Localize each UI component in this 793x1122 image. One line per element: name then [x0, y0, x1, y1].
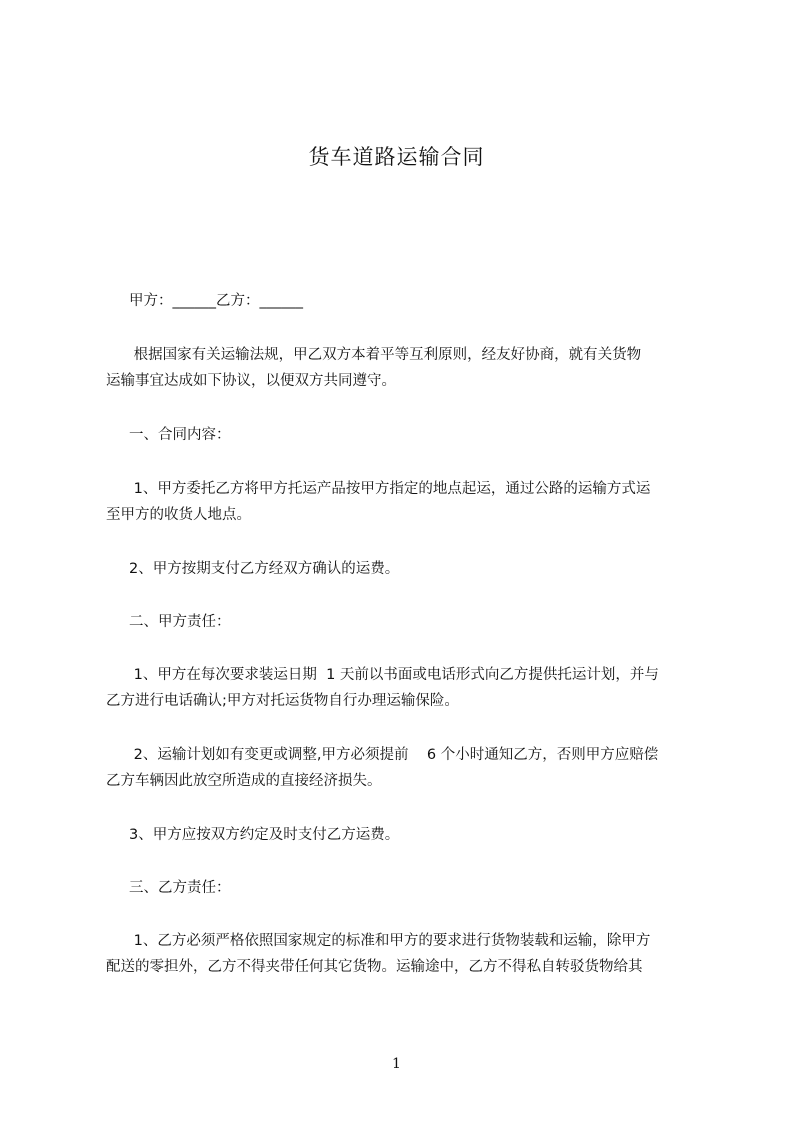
clause-2-1-line-2: 乙方进行电话确认;甲方对托运货物自行办理运输保险。 — [106, 693, 459, 709]
intro-line-1: 根据国家有关运输法规，甲乙双方本着平等互利原则，经友好协商，就有关货物 — [106, 347, 642, 363]
clause-2-1-line-1: 1、甲方在每次要求装运日期 1 天前以书面或电话形式向乙方提供托运计划，并与 — [106, 667, 659, 683]
contract-title: 货车道路运输合同 — [308, 145, 485, 169]
clause-1-2: 2、甲方按期支付乙方经双方确认的运费。 — [106, 561, 400, 577]
intro-line-2: 运输事宜达成如下协议，以便双方共同遵守。 — [106, 373, 396, 389]
clause-1-1-line-1: 1、甲方委托乙方将甲方托运产品按甲方指定的地点起运，通过公路的运输方式运 — [106, 481, 651, 497]
clause-1-1-line-2: 至甲方的收货人地点。 — [106, 507, 251, 523]
page-number: 1 — [392, 1056, 401, 1072]
clause-3-1-line-1: 1、乙方必须严格依照国家规定的标准和甲方的要求进行货物装载和运输，除甲方 — [106, 933, 651, 949]
clause-2-3: 3、甲方应按双方约定及时支付乙方运费。 — [106, 827, 400, 843]
party-line: 甲方：______乙方：______ — [106, 293, 304, 309]
section-heading-party-a: 二、甲方责任： — [106, 614, 231, 630]
section-heading-contract-content: 一、合同内容： — [106, 427, 231, 443]
clause-2-2-line-2: 乙方车辆因此放空所造成的直接经济损失。 — [106, 773, 382, 789]
section-heading-party-b: 三、乙方责任： — [106, 880, 231, 896]
clause-3-1-line-2: 配送的零担外，乙方不得夹带任何其它货物。运输途中，乙方不得私自转驳货物给其 — [106, 959, 643, 975]
clause-2-2-line-1: 2、运输计划如有变更或调整,甲方必须提前 6 个小时通知乙方，否则甲方应赔偿 — [106, 747, 659, 763]
